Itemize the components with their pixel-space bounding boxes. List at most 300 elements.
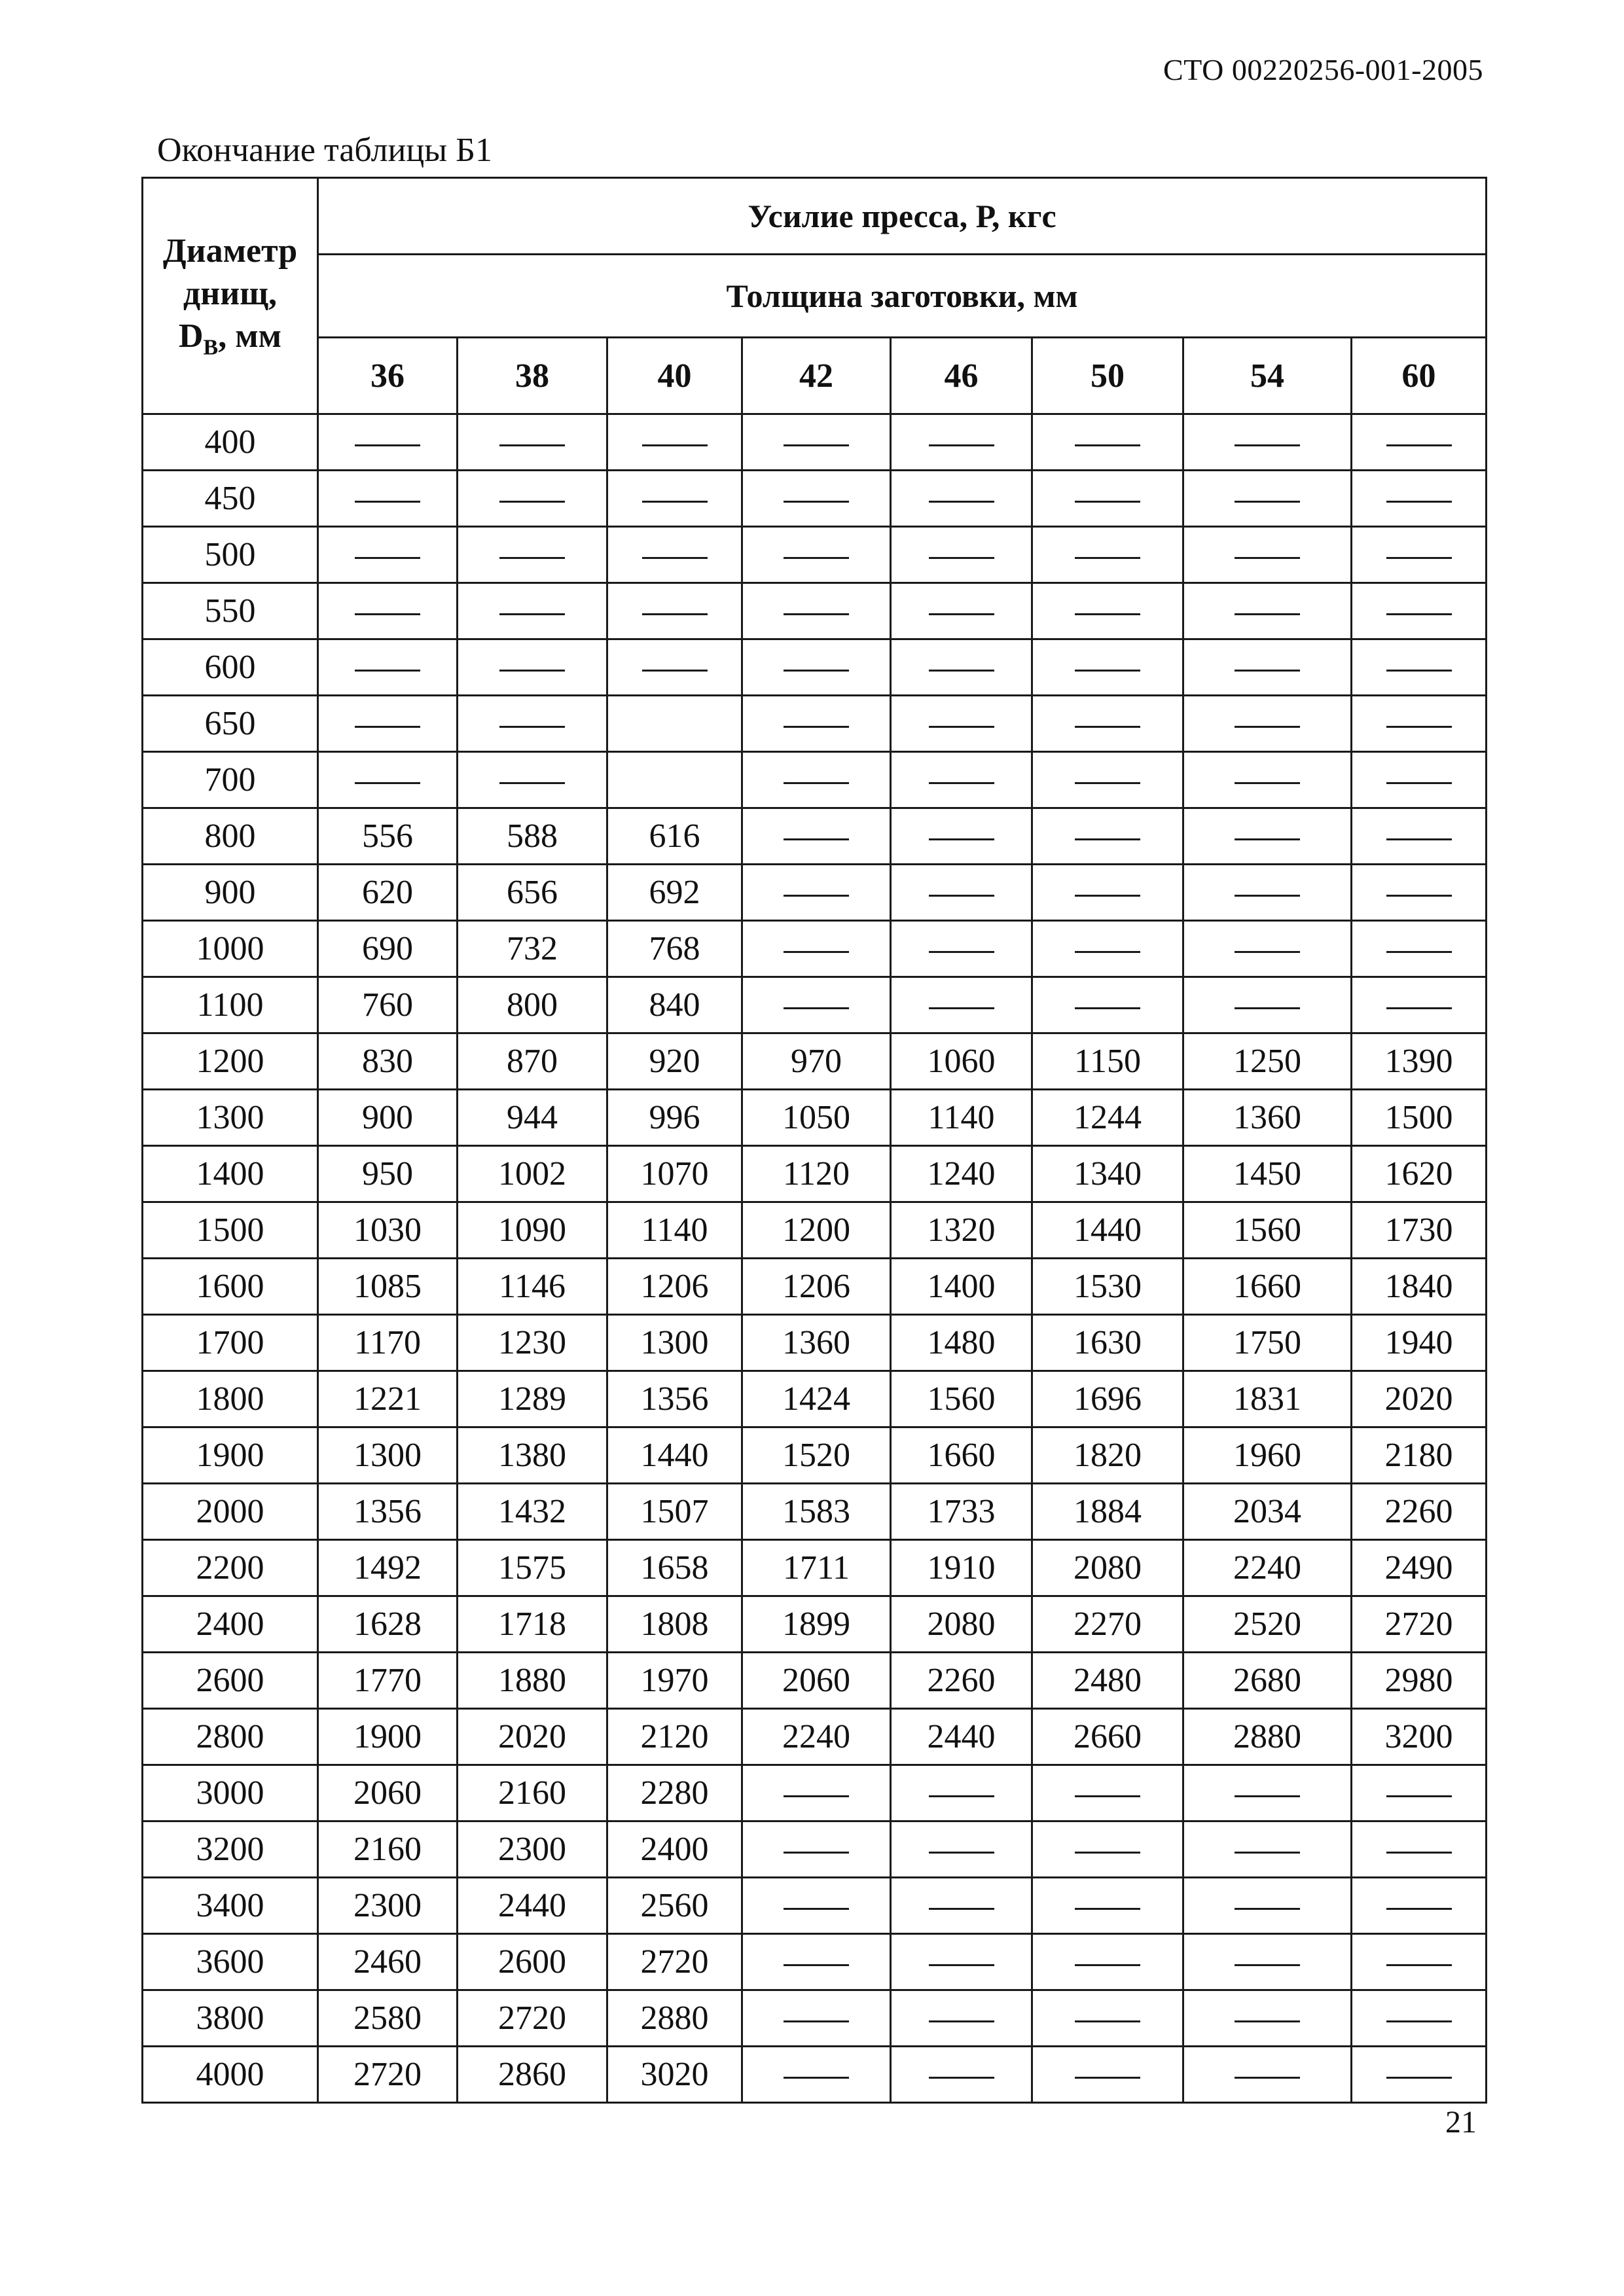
document-code: СТО 00220256-001-2005 (1163, 53, 1483, 86)
diameter-cell: 3200 (143, 1821, 318, 1878)
force-value-cell: 2720 (1352, 1596, 1487, 1653)
force-value-cell: 900 (318, 1090, 458, 1146)
dash-cell (1183, 1934, 1352, 1990)
force-value-cell: 2260 (1352, 1484, 1487, 1540)
force-value-cell: 588 (458, 808, 607, 865)
dash-mark (642, 613, 708, 615)
force-value-cell: 1575 (458, 1540, 607, 1596)
force-value-cell: 1718 (458, 1596, 607, 1653)
force-value-cell: 1356 (607, 1371, 742, 1427)
table-caption: Окончание таблицы Б1 (157, 132, 492, 169)
force-value-cell: 1120 (742, 1146, 891, 1202)
force-value-cell: 1206 (607, 1259, 742, 1315)
stub-header-line1: Диаметр (162, 232, 298, 270)
dash-cell (891, 1934, 1032, 1990)
force-value-cell: 2460 (318, 1934, 458, 1990)
diameter-cell: 400 (143, 414, 318, 471)
dash-mark (784, 501, 849, 503)
dash-mark (1386, 557, 1452, 559)
dash-mark (1235, 501, 1300, 503)
dash-cell (742, 865, 891, 921)
force-value-cell: 2720 (607, 1934, 742, 1990)
table-row (143, 1090, 1487, 1146)
dash-mark (499, 726, 565, 728)
diameter-column-header (143, 178, 318, 414)
dash-cell (742, 921, 891, 977)
dash-mark (355, 782, 420, 784)
diameter-cell: 2400 (143, 1596, 318, 1653)
table-row (143, 471, 1487, 527)
force-value-cell: 2680 (1183, 1653, 1352, 1709)
dash-cell (891, 2047, 1032, 2103)
force-value-cell: 1620 (1352, 1146, 1487, 1202)
dash-mark (1075, 444, 1140, 446)
dash-mark (1386, 951, 1452, 953)
dash-cell (1183, 808, 1352, 865)
dash-mark (1235, 670, 1300, 672)
diameter-cell: 2600 (143, 1653, 318, 1709)
dash-cell (891, 696, 1032, 752)
dash-mark (784, 444, 849, 446)
diameter-cell: 650 (143, 696, 318, 752)
force-value-cell: 2720 (458, 1990, 607, 2047)
dash-mark (1075, 951, 1140, 953)
force-value-cell: 1002 (458, 1146, 607, 1202)
dash-cell (1352, 1821, 1487, 1878)
table-row (143, 1990, 1487, 2047)
dash-mark (1075, 557, 1140, 559)
force-value-cell: 1244 (1032, 1090, 1183, 1146)
dash-cell (1352, 1765, 1487, 1821)
dash-cell (742, 1990, 891, 2047)
force-value-cell: 2660 (1032, 1709, 1183, 1765)
dash-mark (1235, 838, 1300, 840)
dash-cell (1032, 1821, 1183, 1878)
dash-cell (1183, 583, 1352, 639)
dash-cell (1183, 1765, 1352, 1821)
force-value-cell (607, 696, 742, 752)
force-value-cell: 1300 (318, 1427, 458, 1484)
dash-mark (1075, 1852, 1140, 1854)
table-row (143, 921, 1487, 977)
dash-cell (458, 639, 607, 696)
force-value-cell: 3020 (607, 2047, 742, 2103)
dash-cell (1183, 696, 1352, 752)
diameter-cell: 900 (143, 865, 318, 921)
force-value-cell: 556 (318, 808, 458, 865)
dash-mark (1235, 951, 1300, 953)
dash-mark (1386, 1908, 1452, 1910)
force-value-cell: 2400 (607, 1821, 742, 1878)
dash-mark (929, 782, 994, 784)
force-value-cell: 1400 (891, 1259, 1032, 1315)
force-value-cell: 1250 (1183, 1033, 1352, 1090)
dash-cell (607, 527, 742, 583)
dash-cell (891, 1878, 1032, 1934)
dash-cell (1352, 639, 1487, 696)
dash-mark (784, 1795, 849, 1797)
dash-cell (318, 414, 458, 471)
force-value-cell: 3200 (1352, 1709, 1487, 1765)
diameter-cell: 3400 (143, 1878, 318, 1934)
dash-cell (1032, 527, 1183, 583)
force-value-cell: 1140 (607, 1202, 742, 1259)
force-value-cell: 1240 (891, 1146, 1032, 1202)
dash-mark (1075, 1007, 1140, 1009)
thickness-values-row (143, 338, 1487, 414)
force-value-cell: 1840 (1352, 1259, 1487, 1315)
force-value-cell: 1390 (1352, 1033, 1487, 1090)
force-value-cell: 1560 (1183, 1202, 1352, 1259)
force-value-cell: 1070 (607, 1146, 742, 1202)
dash-mark (929, 726, 994, 728)
force-value-cell: 1940 (1352, 1315, 1487, 1371)
table-row (143, 1427, 1487, 1484)
dash-cell (742, 977, 891, 1033)
table-row (143, 1371, 1487, 1427)
force-value-cell: 1206 (742, 1259, 891, 1315)
dash-cell (742, 471, 891, 527)
table-row (143, 1540, 1487, 1596)
dash-cell (742, 752, 891, 808)
force-value-cell: 2600 (458, 1934, 607, 1990)
force-value-cell: 1750 (1183, 1315, 1352, 1371)
dash-cell (607, 583, 742, 639)
force-value-cell (607, 752, 742, 808)
dash-cell (1032, 696, 1183, 752)
force-value-cell: 732 (458, 921, 607, 977)
dash-cell (742, 2047, 891, 2103)
diameter-cell: 1600 (143, 1259, 318, 1315)
force-value-cell: 2020 (458, 1709, 607, 1765)
dash-cell (607, 639, 742, 696)
dash-cell (742, 1765, 891, 1821)
dash-cell (742, 583, 891, 639)
force-value-cell: 2240 (742, 1709, 891, 1765)
diameter-cell: 2200 (143, 1540, 318, 1596)
thickness-column-header: 38 (458, 338, 607, 414)
force-value-cell: 800 (458, 977, 607, 1033)
dash-cell (742, 696, 891, 752)
force-value-cell: 2560 (607, 1878, 742, 1934)
dash-cell (891, 639, 1032, 696)
dash-cell (742, 414, 891, 471)
force-value-cell: 2720 (318, 2047, 458, 2103)
dash-cell (318, 583, 458, 639)
thickness-column-header: 40 (607, 338, 742, 414)
dash-mark (642, 557, 708, 559)
dash-cell (1032, 921, 1183, 977)
table-row (143, 1821, 1487, 1878)
dash-mark (1386, 2077, 1452, 2079)
press-force-header: Усилие пресса, Р, кгс (318, 178, 1487, 255)
dash-cell (458, 696, 607, 752)
dash-mark (499, 670, 565, 672)
dash-mark (784, 895, 849, 897)
force-value-cell: 2880 (1183, 1709, 1352, 1765)
table-row (143, 1653, 1487, 1709)
force-value-cell: 1970 (607, 1653, 742, 1709)
force-value-cell: 830 (318, 1033, 458, 1090)
stub-header-unit: , мм (218, 317, 282, 355)
force-value-cell: 1424 (742, 1371, 891, 1427)
force-value-cell: 2580 (318, 1990, 458, 2047)
dash-mark (1075, 782, 1140, 784)
force-value-cell: 2120 (607, 1709, 742, 1765)
force-value-cell: 2240 (1183, 1540, 1352, 1596)
force-value-cell: 1831 (1183, 1371, 1352, 1427)
dash-cell (458, 471, 607, 527)
dash-mark (1386, 2020, 1452, 2022)
dash-mark (1075, 2020, 1140, 2022)
force-value-cell: 1960 (1183, 1427, 1352, 1484)
dash-cell (891, 1821, 1032, 1878)
dash-mark (929, 1964, 994, 1966)
table-row (143, 2047, 1487, 2103)
dash-mark (929, 613, 994, 615)
dash-mark (1075, 670, 1140, 672)
table-row (143, 639, 1487, 696)
force-value-cell: 2880 (607, 1990, 742, 2047)
force-value-cell: 1884 (1032, 1484, 1183, 1540)
dash-cell (1032, 752, 1183, 808)
force-value-cell: 2520 (1183, 1596, 1352, 1653)
dash-mark (929, 557, 994, 559)
dash-cell (1352, 1934, 1487, 1990)
dash-cell (1352, 696, 1487, 752)
dash-mark (355, 726, 420, 728)
table-row (143, 583, 1487, 639)
dash-mark (784, 726, 849, 728)
table-row (143, 752, 1487, 808)
diameter-cell: 1800 (143, 1371, 318, 1427)
dash-cell (1183, 2047, 1352, 2103)
force-value-cell: 1380 (458, 1427, 607, 1484)
thickness-column-header: 60 (1352, 338, 1487, 414)
dash-cell (1352, 1990, 1487, 2047)
force-value-cell: 1432 (458, 1484, 607, 1540)
force-value-cell: 1820 (1032, 1427, 1183, 1484)
dash-mark (1386, 1795, 1452, 1797)
dash-cell (742, 1821, 891, 1878)
dash-mark (499, 782, 565, 784)
force-value-cell: 1630 (1032, 1315, 1183, 1371)
diameter-cell: 600 (143, 639, 318, 696)
table-body (143, 414, 1487, 2103)
force-value-cell: 1170 (318, 1315, 458, 1371)
dash-mark (1386, 444, 1452, 446)
dash-cell (1032, 808, 1183, 865)
table-row (143, 1934, 1487, 1990)
force-value-cell: 1030 (318, 1202, 458, 1259)
table-row (143, 696, 1487, 752)
dash-mark (1075, 838, 1140, 840)
force-value-cell: 2490 (1352, 1540, 1487, 1596)
dash-cell (1183, 865, 1352, 921)
dash-cell (1352, 527, 1487, 583)
force-value-cell: 1200 (742, 1202, 891, 1259)
diameter-cell: 1200 (143, 1033, 318, 1090)
force-value-cell: 1696 (1032, 1371, 1183, 1427)
table-row (143, 414, 1487, 471)
dash-cell (318, 527, 458, 583)
dash-cell (1183, 639, 1352, 696)
dash-mark (1235, 2020, 1300, 2022)
dash-mark (499, 613, 565, 615)
force-value-cell: 1660 (891, 1427, 1032, 1484)
diameter-cell: 3800 (143, 1990, 318, 2047)
force-value-cell: 1583 (742, 1484, 891, 1540)
dash-mark (929, 838, 994, 840)
dash-cell (1352, 583, 1487, 639)
dash-mark (1075, 726, 1140, 728)
dash-cell (1183, 921, 1352, 977)
force-value-cell: 2060 (742, 1653, 891, 1709)
table-row (143, 527, 1487, 583)
diameter-cell: 1700 (143, 1315, 318, 1371)
dash-cell (742, 1934, 891, 1990)
force-value-cell: 2180 (1352, 1427, 1487, 1484)
dash-cell (1352, 865, 1487, 921)
dash-mark (784, 2020, 849, 2022)
dash-cell (1032, 865, 1183, 921)
dash-cell (1352, 414, 1487, 471)
dash-cell (1032, 414, 1183, 471)
dash-cell (1183, 1990, 1352, 2047)
force-value-cell: 1507 (607, 1484, 742, 1540)
dash-cell (1032, 977, 1183, 1033)
dash-mark (1235, 1007, 1300, 1009)
force-value-cell: 2980 (1352, 1653, 1487, 1709)
dash-cell (1032, 471, 1183, 527)
dash-mark (929, 2020, 994, 2022)
dash-mark (784, 2077, 849, 2079)
thickness-column-header: 42 (742, 338, 891, 414)
dash-mark (355, 557, 420, 559)
diameter-cell: 1300 (143, 1090, 318, 1146)
force-value-cell: 2300 (318, 1878, 458, 1934)
force-value-cell: 2300 (458, 1821, 607, 1878)
force-value-cell: 1060 (891, 1033, 1032, 1090)
dash-mark (929, 1007, 994, 1009)
dash-cell (1032, 639, 1183, 696)
force-value-cell: 2034 (1183, 1484, 1352, 1540)
dash-mark (355, 501, 420, 503)
dash-mark (784, 557, 849, 559)
dash-mark (784, 613, 849, 615)
dash-mark (1386, 782, 1452, 784)
dash-cell (1183, 414, 1352, 471)
force-value-cell: 690 (318, 921, 458, 977)
diameter-cell: 1000 (143, 921, 318, 977)
force-value-cell: 1733 (891, 1484, 1032, 1540)
dash-cell (607, 414, 742, 471)
dash-cell (742, 639, 891, 696)
dash-mark (1075, 501, 1140, 503)
dash-mark (1235, 444, 1300, 446)
diameter-cell: 2000 (143, 1484, 318, 1540)
dash-cell (1183, 752, 1352, 808)
table-row (143, 977, 1487, 1033)
dash-mark (499, 501, 565, 503)
force-value-cell: 1230 (458, 1315, 607, 1371)
force-value-cell: 1085 (318, 1259, 458, 1315)
dash-mark (1235, 782, 1300, 784)
force-value-cell: 1560 (891, 1371, 1032, 1427)
thickness-column-header: 50 (1032, 338, 1183, 414)
force-value-cell: 2020 (1352, 1371, 1487, 1427)
dash-mark (784, 1852, 849, 1854)
diameter-cell: 4000 (143, 2047, 318, 2103)
dash-cell (891, 1765, 1032, 1821)
dash-mark (784, 1908, 849, 1910)
force-value-cell: 1090 (458, 1202, 607, 1259)
dash-mark (929, 444, 994, 446)
diameter-cell: 800 (143, 808, 318, 865)
dash-cell (891, 527, 1032, 583)
dash-cell (318, 471, 458, 527)
force-value-cell: 1500 (1352, 1090, 1487, 1146)
dash-mark (1386, 501, 1452, 503)
force-value-cell: 1221 (318, 1371, 458, 1427)
force-value-cell: 1899 (742, 1596, 891, 1653)
force-value-cell: 1450 (1183, 1146, 1352, 1202)
dash-mark (1386, 726, 1452, 728)
table-row (143, 865, 1487, 921)
dash-cell (1352, 752, 1487, 808)
force-value-cell: 2480 (1032, 1653, 1183, 1709)
diameter-cell: 1500 (143, 1202, 318, 1259)
diameter-cell: 700 (143, 752, 318, 808)
dash-mark (929, 2077, 994, 2079)
dash-mark (1075, 2077, 1140, 2079)
table-row (143, 1259, 1487, 1315)
thickness-column-header: 36 (318, 338, 458, 414)
dash-cell (1032, 1990, 1183, 2047)
force-value-cell: 2270 (1032, 1596, 1183, 1653)
diameter-cell: 3000 (143, 1765, 318, 1821)
force-value-cell: 760 (318, 977, 458, 1033)
dash-mark (1386, 670, 1452, 672)
table-row (143, 808, 1487, 865)
diameter-cell: 450 (143, 471, 318, 527)
dash-cell (1032, 1765, 1183, 1821)
force-value-cell: 1711 (742, 1540, 891, 1596)
force-value-cell: 2060 (318, 1765, 458, 1821)
stub-header-subscript: В (203, 335, 219, 360)
force-value-cell: 2440 (458, 1878, 607, 1934)
dash-cell (1352, 2047, 1487, 2103)
table-row (143, 1033, 1487, 1090)
dash-mark (1386, 1964, 1452, 1966)
dash-cell (1183, 977, 1352, 1033)
dash-cell (891, 808, 1032, 865)
dash-mark (784, 951, 849, 953)
force-value-cell: 950 (318, 1146, 458, 1202)
force-value-cell: 768 (607, 921, 742, 977)
dash-cell (1183, 471, 1352, 527)
dash-cell (1183, 527, 1352, 583)
dash-mark (1235, 2077, 1300, 2079)
thickness-column-header: 46 (891, 338, 1032, 414)
dash-mark (929, 951, 994, 953)
force-value-cell: 1300 (607, 1315, 742, 1371)
dash-mark (1235, 613, 1300, 615)
table-row (143, 1315, 1487, 1371)
force-value-cell: 1356 (318, 1484, 458, 1540)
force-value-cell: 1492 (318, 1540, 458, 1596)
dash-mark (355, 613, 420, 615)
